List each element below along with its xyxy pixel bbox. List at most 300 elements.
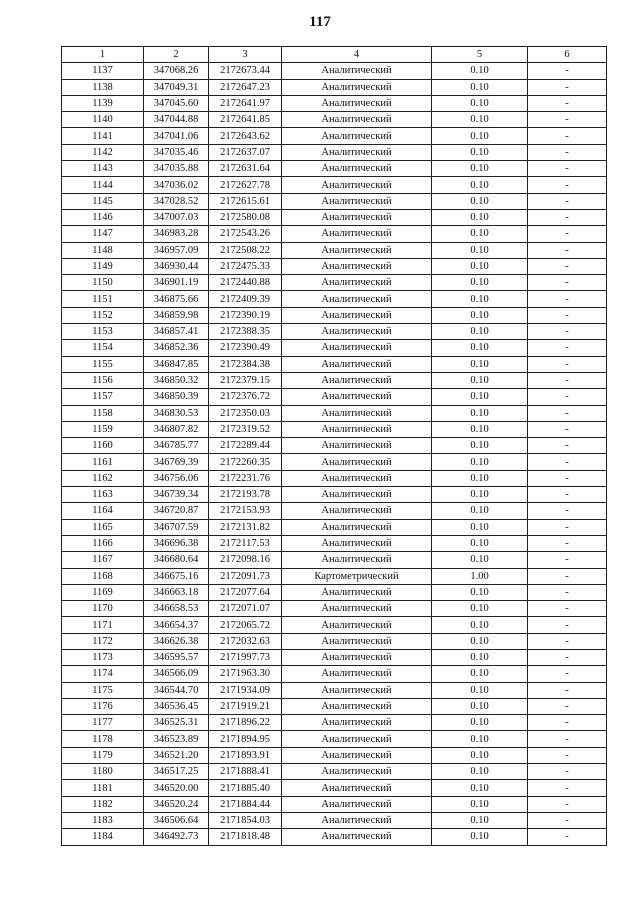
x-coordinate-cell: 346520.00 [144, 780, 209, 796]
accuracy-cell: 0.10 [432, 421, 528, 437]
y-coordinate-cell: 2172077.64 [209, 584, 282, 600]
point-number-cell: 1179 [62, 747, 144, 763]
x-coordinate-cell: 346566.09 [144, 666, 209, 682]
note-cell: - [528, 275, 607, 291]
accuracy-cell: 0.10 [432, 242, 528, 258]
note-cell: - [528, 356, 607, 372]
table-row [62, 747, 607, 763]
method-cell: Аналитический [282, 79, 432, 95]
x-coordinate-cell: 346595.57 [144, 649, 209, 665]
method-cell: Аналитический [282, 144, 432, 160]
accuracy-cell: 0.10 [432, 193, 528, 209]
x-coordinate-cell: 346983.28 [144, 226, 209, 242]
y-coordinate-cell: 2172673.44 [209, 63, 282, 79]
note-cell: - [528, 405, 607, 421]
y-coordinate-cell: 2172131.82 [209, 519, 282, 535]
accuracy-cell: 0.10 [432, 764, 528, 780]
method-cell: Аналитический [282, 633, 432, 649]
accuracy-cell: 0.10 [432, 372, 528, 388]
method-cell: Аналитический [282, 324, 432, 340]
method-cell: Аналитический [282, 601, 432, 617]
note-cell: - [528, 438, 607, 454]
x-coordinate-cell: 346675.16 [144, 568, 209, 584]
note-cell: - [528, 829, 607, 845]
point-number-cell: 1157 [62, 389, 144, 405]
table-row [62, 128, 607, 144]
method-cell: Аналитический [282, 552, 432, 568]
y-coordinate-cell: 2172193.78 [209, 487, 282, 503]
method-cell: Аналитический [282, 275, 432, 291]
y-coordinate-cell: 2172409.39 [209, 291, 282, 307]
table-row [62, 161, 607, 177]
y-coordinate-cell: 2172289.44 [209, 438, 282, 454]
point-number-cell: 1180 [62, 764, 144, 780]
accuracy-cell: 0.10 [432, 340, 528, 356]
accuracy-cell: 0.10 [432, 209, 528, 225]
table-row [62, 258, 607, 274]
method-cell: Аналитический [282, 519, 432, 535]
accuracy-cell: 0.10 [432, 552, 528, 568]
point-number-cell: 1147 [62, 226, 144, 242]
table-row [62, 356, 607, 372]
method-cell: Аналитический [282, 780, 432, 796]
method-cell: Аналитический [282, 584, 432, 600]
x-coordinate-cell: 346521.20 [144, 747, 209, 763]
note-cell: - [528, 161, 607, 177]
y-coordinate-cell: 2172641.85 [209, 112, 282, 128]
table-row [62, 552, 607, 568]
y-coordinate-cell: 2172376.72 [209, 389, 282, 405]
x-coordinate-cell: 346930.44 [144, 258, 209, 274]
y-coordinate-cell: 2171893.91 [209, 747, 282, 763]
method-cell: Аналитический [282, 666, 432, 682]
method-cell: Аналитический [282, 242, 432, 258]
table-row [62, 340, 607, 356]
y-coordinate-cell: 2172117.53 [209, 535, 282, 551]
y-coordinate-cell: 2171854.03 [209, 812, 282, 828]
x-coordinate-cell: 346707.59 [144, 519, 209, 535]
table-row [62, 209, 607, 225]
point-number-cell: 1162 [62, 470, 144, 486]
point-number-cell: 1182 [62, 796, 144, 812]
table-row [62, 470, 607, 486]
point-number-cell: 1181 [62, 780, 144, 796]
note-cell: - [528, 242, 607, 258]
x-coordinate-cell: 346830.53 [144, 405, 209, 421]
x-coordinate-cell: 347041.06 [144, 128, 209, 144]
point-number-cell: 1145 [62, 193, 144, 209]
y-coordinate-cell: 2172098.16 [209, 552, 282, 568]
point-number-cell: 1140 [62, 112, 144, 128]
accuracy-cell: 0.10 [432, 829, 528, 845]
y-coordinate-cell: 2172388.35 [209, 324, 282, 340]
column-header-3: 3 [209, 47, 282, 63]
point-number-cell: 1183 [62, 812, 144, 828]
note-cell: - [528, 682, 607, 698]
accuracy-cell: 0.10 [432, 454, 528, 470]
accuracy-cell: 0.10 [432, 715, 528, 731]
x-coordinate-cell: 346525.31 [144, 715, 209, 731]
page-number: 117 [309, 14, 331, 30]
column-header-6: 6 [528, 47, 607, 63]
note-cell: - [528, 112, 607, 128]
point-number-cell: 1175 [62, 682, 144, 698]
point-number-cell: 1144 [62, 177, 144, 193]
note-cell: - [528, 601, 607, 617]
method-cell: Аналитический [282, 177, 432, 193]
y-coordinate-cell: 2172543.26 [209, 226, 282, 242]
method-cell: Картометрический [282, 568, 432, 584]
column-header-5: 5 [432, 47, 528, 63]
accuracy-cell: 0.10 [432, 405, 528, 421]
y-coordinate-cell: 2171997.73 [209, 649, 282, 665]
point-number-cell: 1176 [62, 698, 144, 714]
table-row [62, 698, 607, 714]
table-row [62, 812, 607, 828]
table-row [62, 275, 607, 291]
y-coordinate-cell: 2172390.49 [209, 340, 282, 356]
method-cell: Аналитический [282, 291, 432, 307]
x-coordinate-cell: 346680.64 [144, 552, 209, 568]
accuracy-cell: 0.10 [432, 682, 528, 698]
table-row [62, 307, 607, 323]
table-row [62, 144, 607, 160]
point-number-cell: 1178 [62, 731, 144, 747]
accuracy-cell: 0.10 [432, 226, 528, 242]
note-cell: - [528, 764, 607, 780]
method-cell: Аналитический [282, 535, 432, 551]
point-number-cell: 1155 [62, 356, 144, 372]
y-coordinate-cell: 2172260.35 [209, 454, 282, 470]
y-coordinate-cell: 2172631.64 [209, 161, 282, 177]
table-row [62, 829, 607, 845]
y-coordinate-cell: 2172231.76 [209, 470, 282, 486]
table-row [62, 764, 607, 780]
note-cell: - [528, 633, 607, 649]
table-row [62, 421, 607, 437]
x-coordinate-cell: 346847.85 [144, 356, 209, 372]
y-coordinate-cell: 2171888.41 [209, 764, 282, 780]
x-coordinate-cell: 347007.03 [144, 209, 209, 225]
x-coordinate-cell: 347045.60 [144, 95, 209, 111]
x-coordinate-cell: 346544.70 [144, 682, 209, 698]
x-coordinate-cell: 346957.09 [144, 242, 209, 258]
accuracy-cell: 0.10 [432, 633, 528, 649]
point-number-cell: 1164 [62, 503, 144, 519]
method-cell: Аналитический [282, 307, 432, 323]
table-row [62, 389, 607, 405]
point-number-cell: 1151 [62, 291, 144, 307]
y-coordinate-cell: 2172647.23 [209, 79, 282, 95]
column-header-1: 1 [62, 47, 144, 63]
note-cell: - [528, 421, 607, 437]
point-number-cell: 1154 [62, 340, 144, 356]
point-number-cell: 1156 [62, 372, 144, 388]
method-cell: Аналитический [282, 698, 432, 714]
accuracy-cell: 0.10 [432, 617, 528, 633]
accuracy-cell: 0.10 [432, 112, 528, 128]
y-coordinate-cell: 2172641.97 [209, 95, 282, 111]
point-number-cell: 1163 [62, 487, 144, 503]
accuracy-cell: 0.10 [432, 144, 528, 160]
note-cell: - [528, 258, 607, 274]
note-cell: - [528, 79, 607, 95]
note-cell: - [528, 372, 607, 388]
method-cell: Аналитический [282, 470, 432, 486]
point-number-cell: 1184 [62, 829, 144, 845]
y-coordinate-cell: 2172071.07 [209, 601, 282, 617]
x-coordinate-cell: 346523.89 [144, 731, 209, 747]
x-coordinate-cell: 346506.64 [144, 812, 209, 828]
x-coordinate-cell: 347044.88 [144, 112, 209, 128]
note-cell: - [528, 731, 607, 747]
method-cell: Аналитический [282, 193, 432, 209]
x-coordinate-cell: 346626.38 [144, 633, 209, 649]
accuracy-cell: 0.10 [432, 601, 528, 617]
note-cell: - [528, 209, 607, 225]
method-cell: Аналитический [282, 829, 432, 845]
x-coordinate-cell: 346492.73 [144, 829, 209, 845]
accuracy-cell: 0.10 [432, 177, 528, 193]
table-row [62, 617, 607, 633]
accuracy-cell: 0.10 [432, 519, 528, 535]
accuracy-cell: 0.10 [432, 747, 528, 763]
method-cell: Аналитический [282, 764, 432, 780]
y-coordinate-cell: 2172390.19 [209, 307, 282, 323]
method-cell: Аналитический [282, 128, 432, 144]
table-row [62, 226, 607, 242]
y-coordinate-cell: 2172350.03 [209, 405, 282, 421]
note-cell: - [528, 128, 607, 144]
y-coordinate-cell: 2171894.95 [209, 731, 282, 747]
method-cell: Аналитический [282, 731, 432, 747]
table-row [62, 503, 607, 519]
point-number-cell: 1165 [62, 519, 144, 535]
column-header-4: 4 [282, 47, 432, 63]
note-cell: - [528, 454, 607, 470]
y-coordinate-cell: 2172508.22 [209, 242, 282, 258]
point-number-cell: 1141 [62, 128, 144, 144]
x-coordinate-cell: 346739.34 [144, 487, 209, 503]
table-row [62, 633, 607, 649]
point-number-cell: 1168 [62, 568, 144, 584]
x-coordinate-cell: 346850.39 [144, 389, 209, 405]
accuracy-cell: 0.10 [432, 698, 528, 714]
note-cell: - [528, 95, 607, 111]
table-row [62, 584, 607, 600]
y-coordinate-cell: 2172153.93 [209, 503, 282, 519]
x-coordinate-cell: 347068.26 [144, 63, 209, 79]
accuracy-cell: 0.10 [432, 291, 528, 307]
accuracy-cell: 0.10 [432, 63, 528, 79]
accuracy-cell: 0.10 [432, 307, 528, 323]
accuracy-cell: 0.10 [432, 128, 528, 144]
x-coordinate-cell: 346769.39 [144, 454, 209, 470]
method-cell: Аналитический [282, 95, 432, 111]
point-number-cell: 1160 [62, 438, 144, 454]
note-cell: - [528, 519, 607, 535]
table-row [62, 487, 607, 503]
table-row [62, 405, 607, 421]
point-number-cell: 1143 [62, 161, 144, 177]
x-coordinate-cell: 346807.82 [144, 421, 209, 437]
note-cell: - [528, 193, 607, 209]
method-cell: Аналитический [282, 796, 432, 812]
y-coordinate-cell: 2171963.30 [209, 666, 282, 682]
x-coordinate-cell: 346520.24 [144, 796, 209, 812]
accuracy-cell: 0.10 [432, 535, 528, 551]
table-row [62, 177, 607, 193]
x-coordinate-cell: 346517.25 [144, 764, 209, 780]
point-number-cell: 1152 [62, 307, 144, 323]
coordinates-table [61, 46, 607, 846]
y-coordinate-cell: 2172643.62 [209, 128, 282, 144]
accuracy-cell: 0.10 [432, 356, 528, 372]
method-cell: Аналитический [282, 503, 432, 519]
method-cell: Аналитический [282, 682, 432, 698]
y-coordinate-cell: 2171934.09 [209, 682, 282, 698]
method-cell: Аналитический [282, 487, 432, 503]
point-number-cell: 1159 [62, 421, 144, 437]
point-number-cell: 1149 [62, 258, 144, 274]
table-row [62, 193, 607, 209]
table-row [62, 95, 607, 111]
point-number-cell: 1161 [62, 454, 144, 470]
y-coordinate-cell: 2171884.44 [209, 796, 282, 812]
y-coordinate-cell: 2172379.15 [209, 372, 282, 388]
table-row [62, 63, 607, 79]
x-coordinate-cell: 346901.19 [144, 275, 209, 291]
method-cell: Аналитический [282, 617, 432, 633]
table-row [62, 731, 607, 747]
point-number-cell: 1170 [62, 601, 144, 617]
table-row [62, 715, 607, 731]
point-number-cell: 1150 [62, 275, 144, 291]
x-coordinate-cell: 346852.36 [144, 340, 209, 356]
point-number-cell: 1158 [62, 405, 144, 421]
table-row [62, 79, 607, 95]
table-row [62, 324, 607, 340]
table-row [62, 242, 607, 258]
point-number-cell: 1169 [62, 584, 144, 600]
accuracy-cell: 0.10 [432, 258, 528, 274]
table-row [62, 291, 607, 307]
method-cell: Аналитический [282, 454, 432, 470]
note-cell: - [528, 698, 607, 714]
note-cell: - [528, 796, 607, 812]
y-coordinate-cell: 2171818.48 [209, 829, 282, 845]
x-coordinate-cell: 346654.37 [144, 617, 209, 633]
note-cell: - [528, 307, 607, 323]
table-row [62, 438, 607, 454]
column-header-2: 2 [144, 47, 209, 63]
point-number-cell: 1142 [62, 144, 144, 160]
point-number-cell: 1146 [62, 209, 144, 225]
note-cell: - [528, 177, 607, 193]
accuracy-cell: 0.10 [432, 487, 528, 503]
y-coordinate-cell: 2172440.88 [209, 275, 282, 291]
method-cell: Аналитический [282, 389, 432, 405]
x-coordinate-cell: 346720.87 [144, 503, 209, 519]
x-coordinate-cell: 346536.45 [144, 698, 209, 714]
y-coordinate-cell: 2171896.22 [209, 715, 282, 731]
accuracy-cell: 0.10 [432, 275, 528, 291]
note-cell: - [528, 226, 607, 242]
accuracy-cell: 0.10 [432, 780, 528, 796]
note-cell: - [528, 324, 607, 340]
note-cell: - [528, 291, 607, 307]
point-number-cell: 1177 [62, 715, 144, 731]
y-coordinate-cell: 2172627.78 [209, 177, 282, 193]
accuracy-cell: 0.10 [432, 161, 528, 177]
x-coordinate-cell: 346696.38 [144, 535, 209, 551]
method-cell: Аналитический [282, 438, 432, 454]
y-coordinate-cell: 2172475.33 [209, 258, 282, 274]
method-cell: Аналитический [282, 747, 432, 763]
table-row [62, 682, 607, 698]
method-cell: Аналитический [282, 421, 432, 437]
note-cell: - [528, 780, 607, 796]
x-coordinate-cell: 347036.02 [144, 177, 209, 193]
note-cell: - [528, 487, 607, 503]
note-cell: - [528, 747, 607, 763]
point-number-cell: 1137 [62, 63, 144, 79]
x-coordinate-cell: 347035.88 [144, 161, 209, 177]
point-number-cell: 1167 [62, 552, 144, 568]
accuracy-cell: 0.10 [432, 649, 528, 665]
accuracy-cell: 0.10 [432, 503, 528, 519]
accuracy-cell: 0.10 [432, 389, 528, 405]
table-row [62, 780, 607, 796]
method-cell: Аналитический [282, 340, 432, 356]
table-row [62, 666, 607, 682]
note-cell: - [528, 389, 607, 405]
accuracy-cell: 0.10 [432, 95, 528, 111]
point-number-cell: 1172 [62, 633, 144, 649]
note-cell: - [528, 812, 607, 828]
note-cell: - [528, 568, 607, 584]
x-coordinate-cell: 346756.06 [144, 470, 209, 486]
method-cell: Аналитический [282, 63, 432, 79]
y-coordinate-cell: 2172580.08 [209, 209, 282, 225]
note-cell: - [528, 535, 607, 551]
method-cell: Аналитический [282, 405, 432, 421]
table-row [62, 372, 607, 388]
x-coordinate-cell: 346850.32 [144, 372, 209, 388]
point-number-cell: 1171 [62, 617, 144, 633]
y-coordinate-cell: 2172065.72 [209, 617, 282, 633]
x-coordinate-cell: 347049.31 [144, 79, 209, 95]
note-cell: - [528, 649, 607, 665]
accuracy-cell: 0.10 [432, 324, 528, 340]
method-cell: Аналитический [282, 649, 432, 665]
note-cell: - [528, 666, 607, 682]
table-row [62, 454, 607, 470]
y-coordinate-cell: 2172615.61 [209, 193, 282, 209]
point-number-cell: 1139 [62, 95, 144, 111]
method-cell: Аналитический [282, 226, 432, 242]
point-number-cell: 1174 [62, 666, 144, 682]
note-cell: - [528, 584, 607, 600]
accuracy-cell: 0.10 [432, 666, 528, 682]
method-cell: Аналитический [282, 161, 432, 177]
note-cell: - [528, 340, 607, 356]
table-row [62, 796, 607, 812]
x-coordinate-cell: 346857.41 [144, 324, 209, 340]
x-coordinate-cell: 346785.77 [144, 438, 209, 454]
method-cell: Аналитический [282, 112, 432, 128]
y-coordinate-cell: 2171885.40 [209, 780, 282, 796]
